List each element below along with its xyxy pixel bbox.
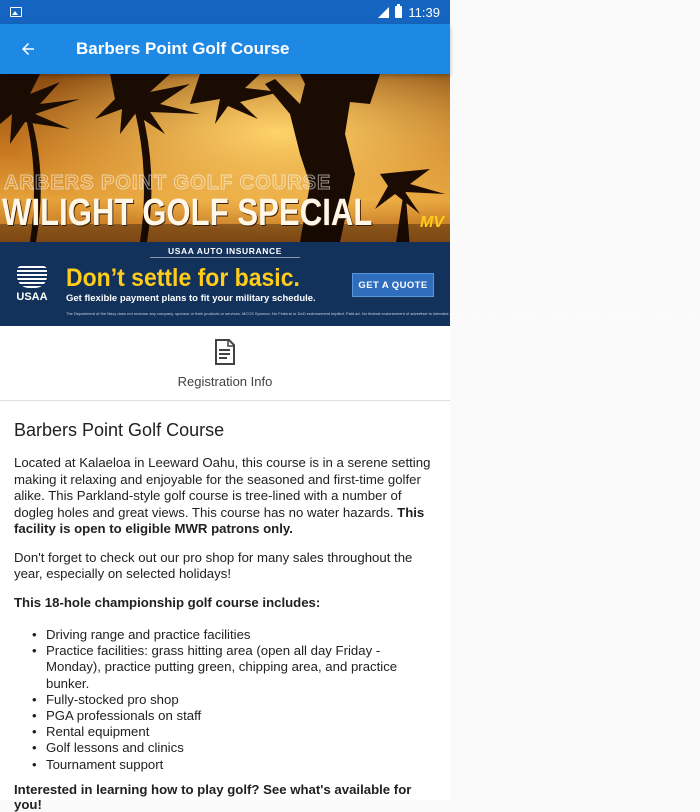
list-item: • Practice facilities: grass hitting area (open all day Friday - Monday), practice putting green, chipping area, and practice bunker. [32, 643, 436, 692]
status-right [378, 5, 440, 20]
ad-subline: Get flexible payment plans to fit your military schedule. [66, 293, 316, 304]
section-heading: Barbers Point Golf Course [14, 420, 225, 440]
amenities-list [32, 627, 436, 773]
registration-info-label: Registration Info [177, 374, 273, 389]
page-title: Barbers Point Golf Course [76, 39, 290, 58]
list-item: • Golf lessons and clinics [32, 740, 436, 756]
usaa-logo [13, 266, 51, 306]
list-item: • PGA professionals on staff [32, 708, 436, 724]
registration-info-button[interactable] [0, 326, 450, 401]
status-time: 11:39 [408, 4, 440, 20]
list-heading: This 18-hole championship golf course includes: [14, 594, 321, 610]
arrow-back-icon [19, 40, 37, 58]
ad-headline: Don’t settle for basic. [66, 264, 300, 292]
list-item: • Tournament support [32, 757, 436, 773]
hero-banner[interactable] [0, 74, 450, 242]
hero-subtitle: ARBERS POINT GOLF COURSE [4, 172, 332, 194]
status-bar [0, 0, 450, 24]
hero-title: WILIGHT GOLF SPECIAL [2, 192, 373, 234]
list-item: • Fully-stocked pro shop [32, 692, 436, 708]
battery-icon [395, 6, 402, 18]
signal-icon [378, 7, 389, 18]
lessons-callout: Interested in learning how to play golf? See what's available for you! [14, 781, 412, 812]
ad-top-label: USAA AUTO INSURANCE [167, 246, 283, 256]
ad-divider [150, 257, 300, 258]
intro-paragraph [14, 455, 436, 538]
list-item: • Driving range and practice facilities [32, 627, 436, 643]
document-icon [214, 339, 236, 365]
eagle-icon [17, 266, 47, 288]
usaa-logo-text: USAA [16, 291, 48, 303]
pro-shop-paragraph: Don't forget to check out our pro shop for many sales throughout the year, especially on selected holidays! [14, 549, 413, 581]
hero-corner-logo: MV [420, 214, 444, 231]
list-item: • Rental equipment [32, 724, 436, 740]
gallery-icon [10, 7, 22, 17]
usaa-ad-banner[interactable] [0, 242, 700, 326]
intro-text: Located at Kalaeloa in Leeward Oahu, this course is in a serene setting making it relaxing and enjoyable for the seasoned and first-time golfer alike. This Parkland-style golf course is tree-lined with a number of dogleg holes and great views. This course has no water hazards. [14, 455, 431, 520]
eligibility-note: This facility is open to eligible MWR patrons only. [14, 504, 425, 536]
get-a-quote-button[interactable]: GET A QUOTE [352, 273, 434, 297]
course-description [0, 402, 450, 812]
ad-disclaimer: The Department of the Navy does not endorse any company, sponsor or their products or services. MCCS Sponsor; No Federal or DoD endorsement implied. Paid ad. No federal endorsement of advertiser is intended. Neither the Coast Guard nor any other part of the federal government officially endorses any company, sponsor, or their products or services. [66, 311, 700, 316]
back-button[interactable] [0, 24, 56, 74]
app-bar [0, 24, 450, 74]
